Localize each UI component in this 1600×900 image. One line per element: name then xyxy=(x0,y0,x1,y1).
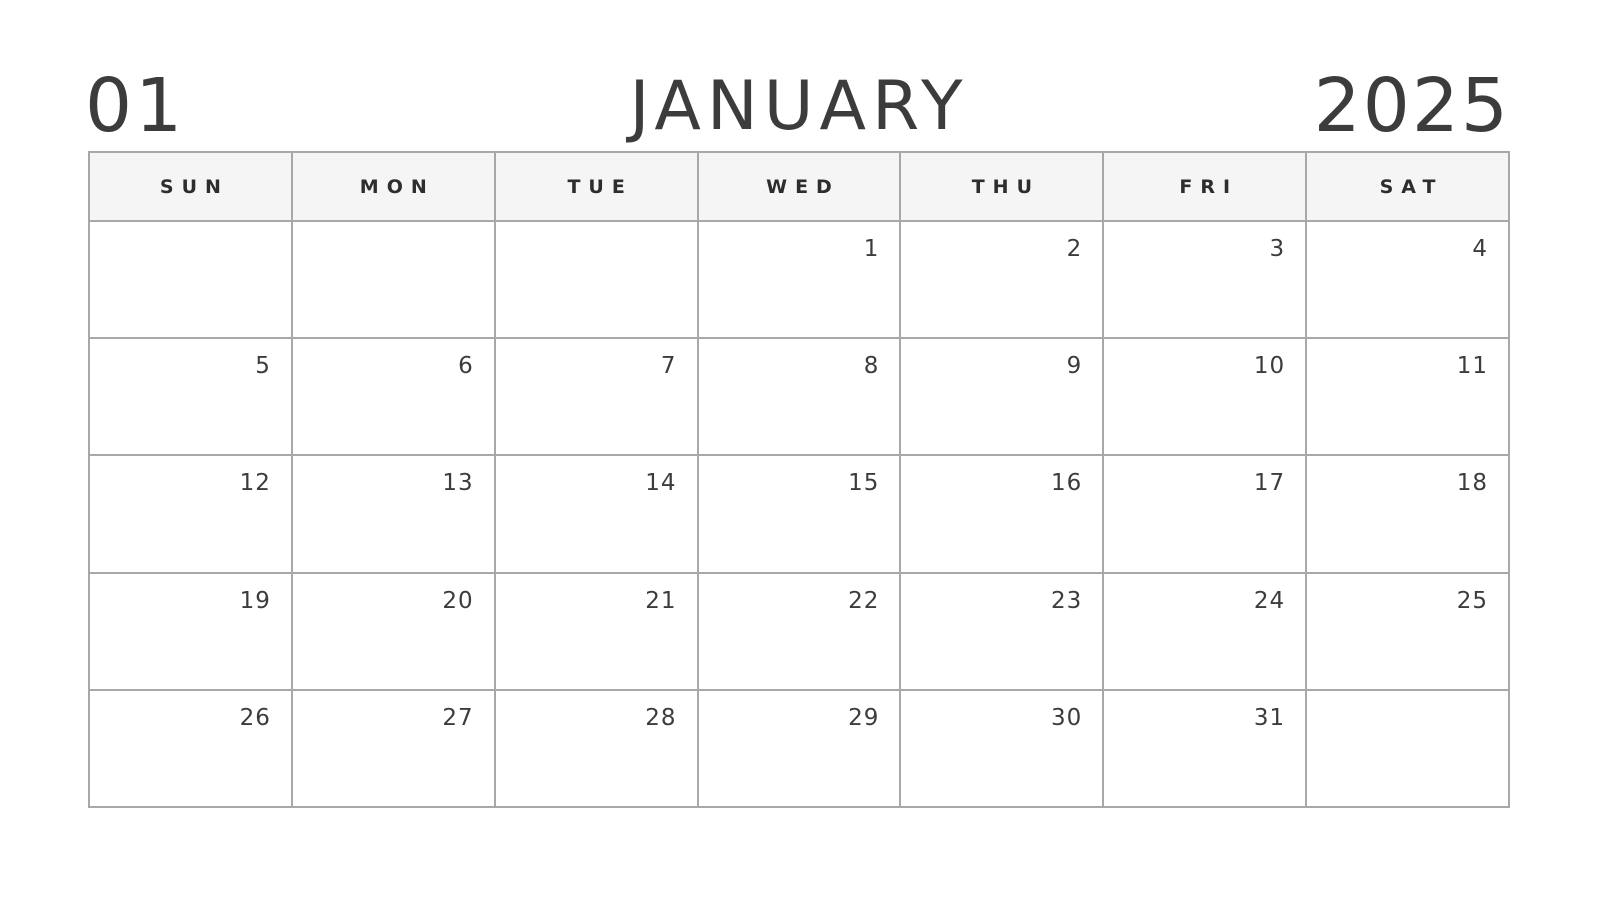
date-number: 15 xyxy=(848,470,880,497)
day-cell-17 xyxy=(1104,456,1305,571)
day-cell-19 xyxy=(90,574,291,689)
calendar-header xyxy=(85,0,1510,151)
day-cell-8 xyxy=(699,339,900,454)
date-number: 5 xyxy=(255,353,271,380)
day-cell-21 xyxy=(496,574,697,689)
date-number: 12 xyxy=(239,470,271,497)
day-cell-1 xyxy=(699,222,900,337)
date-number: 7 xyxy=(660,353,677,380)
date-number: 1 xyxy=(863,236,880,262)
day-header-sat: SAT xyxy=(1307,153,1508,220)
day-cell-28 xyxy=(496,691,697,806)
date-number: 3 xyxy=(1269,236,1286,262)
date-number: 19 xyxy=(239,587,271,614)
date-number: 24 xyxy=(1253,587,1286,614)
day-cell-empty xyxy=(90,222,291,337)
day-cell-5 xyxy=(90,339,291,454)
day-cell-20 xyxy=(293,574,494,689)
day-header-sun: SUN xyxy=(90,153,291,220)
day-cell-25 xyxy=(1307,574,1508,689)
date-number: 18 xyxy=(1456,470,1488,497)
day-cell-13 xyxy=(293,456,494,571)
day-cell-empty xyxy=(1307,691,1508,806)
day-cell-10 xyxy=(1104,339,1305,454)
month-number: 01 xyxy=(85,63,186,149)
day-cell-empty xyxy=(496,222,697,337)
date-number: 6 xyxy=(458,353,474,380)
day-cell-15 xyxy=(699,456,900,571)
date-number: 27 xyxy=(442,704,474,731)
day-header-fri: FRI xyxy=(1104,153,1305,220)
day-cell-29 xyxy=(699,691,900,806)
day-cell-11 xyxy=(1307,339,1508,454)
date-number: 25 xyxy=(1456,587,1488,614)
year-label: 2025 xyxy=(1313,63,1510,149)
date-number: 29 xyxy=(848,704,880,731)
day-cell-4 xyxy=(1307,222,1508,337)
day-cell-24 xyxy=(1104,574,1305,689)
date-number: 13 xyxy=(442,470,474,497)
day-cell-31 xyxy=(1104,691,1305,806)
day-cell-12 xyxy=(90,456,291,571)
day-header-thu: THU xyxy=(901,153,1102,220)
day-cell-26 xyxy=(90,691,291,806)
day-header-wed: WED xyxy=(699,153,900,220)
date-number: 20 xyxy=(442,587,474,614)
date-number: 16 xyxy=(1051,470,1083,497)
date-number: 21 xyxy=(645,587,677,614)
day-cell-23 xyxy=(901,574,1102,689)
day-cell-3 xyxy=(1104,222,1305,337)
day-cell-22 xyxy=(699,574,900,689)
date-number: 10 xyxy=(1253,353,1286,380)
date-number: 31 xyxy=(1253,704,1286,731)
date-number: 30 xyxy=(1051,704,1083,731)
date-number: 4 xyxy=(1472,236,1488,262)
day-cell-7 xyxy=(496,339,697,454)
day-cell-9 xyxy=(901,339,1102,454)
date-number: 22 xyxy=(848,587,880,614)
date-number: 23 xyxy=(1051,587,1083,614)
month-title: JANUARY xyxy=(629,67,969,146)
date-number: 8 xyxy=(863,353,880,380)
date-number: 11 xyxy=(1456,353,1488,380)
day-cell-empty xyxy=(293,222,494,337)
day-cell-6 xyxy=(293,339,494,454)
day-cell-30 xyxy=(901,691,1102,806)
date-number: 14 xyxy=(645,470,677,497)
date-number: 26 xyxy=(239,704,271,731)
calendar-grid xyxy=(88,151,1510,808)
date-number: 2 xyxy=(1066,236,1083,262)
date-number: 28 xyxy=(645,704,677,731)
day-cell-18 xyxy=(1307,456,1508,571)
day-cell-16 xyxy=(901,456,1102,571)
date-number: 17 xyxy=(1253,470,1286,497)
day-header-mon: MON xyxy=(293,153,494,220)
day-cell-27 xyxy=(293,691,494,806)
day-cell-14 xyxy=(496,456,697,571)
day-header-tue: TUE xyxy=(496,153,697,220)
day-cell-2 xyxy=(901,222,1102,337)
date-number: 9 xyxy=(1066,353,1083,380)
